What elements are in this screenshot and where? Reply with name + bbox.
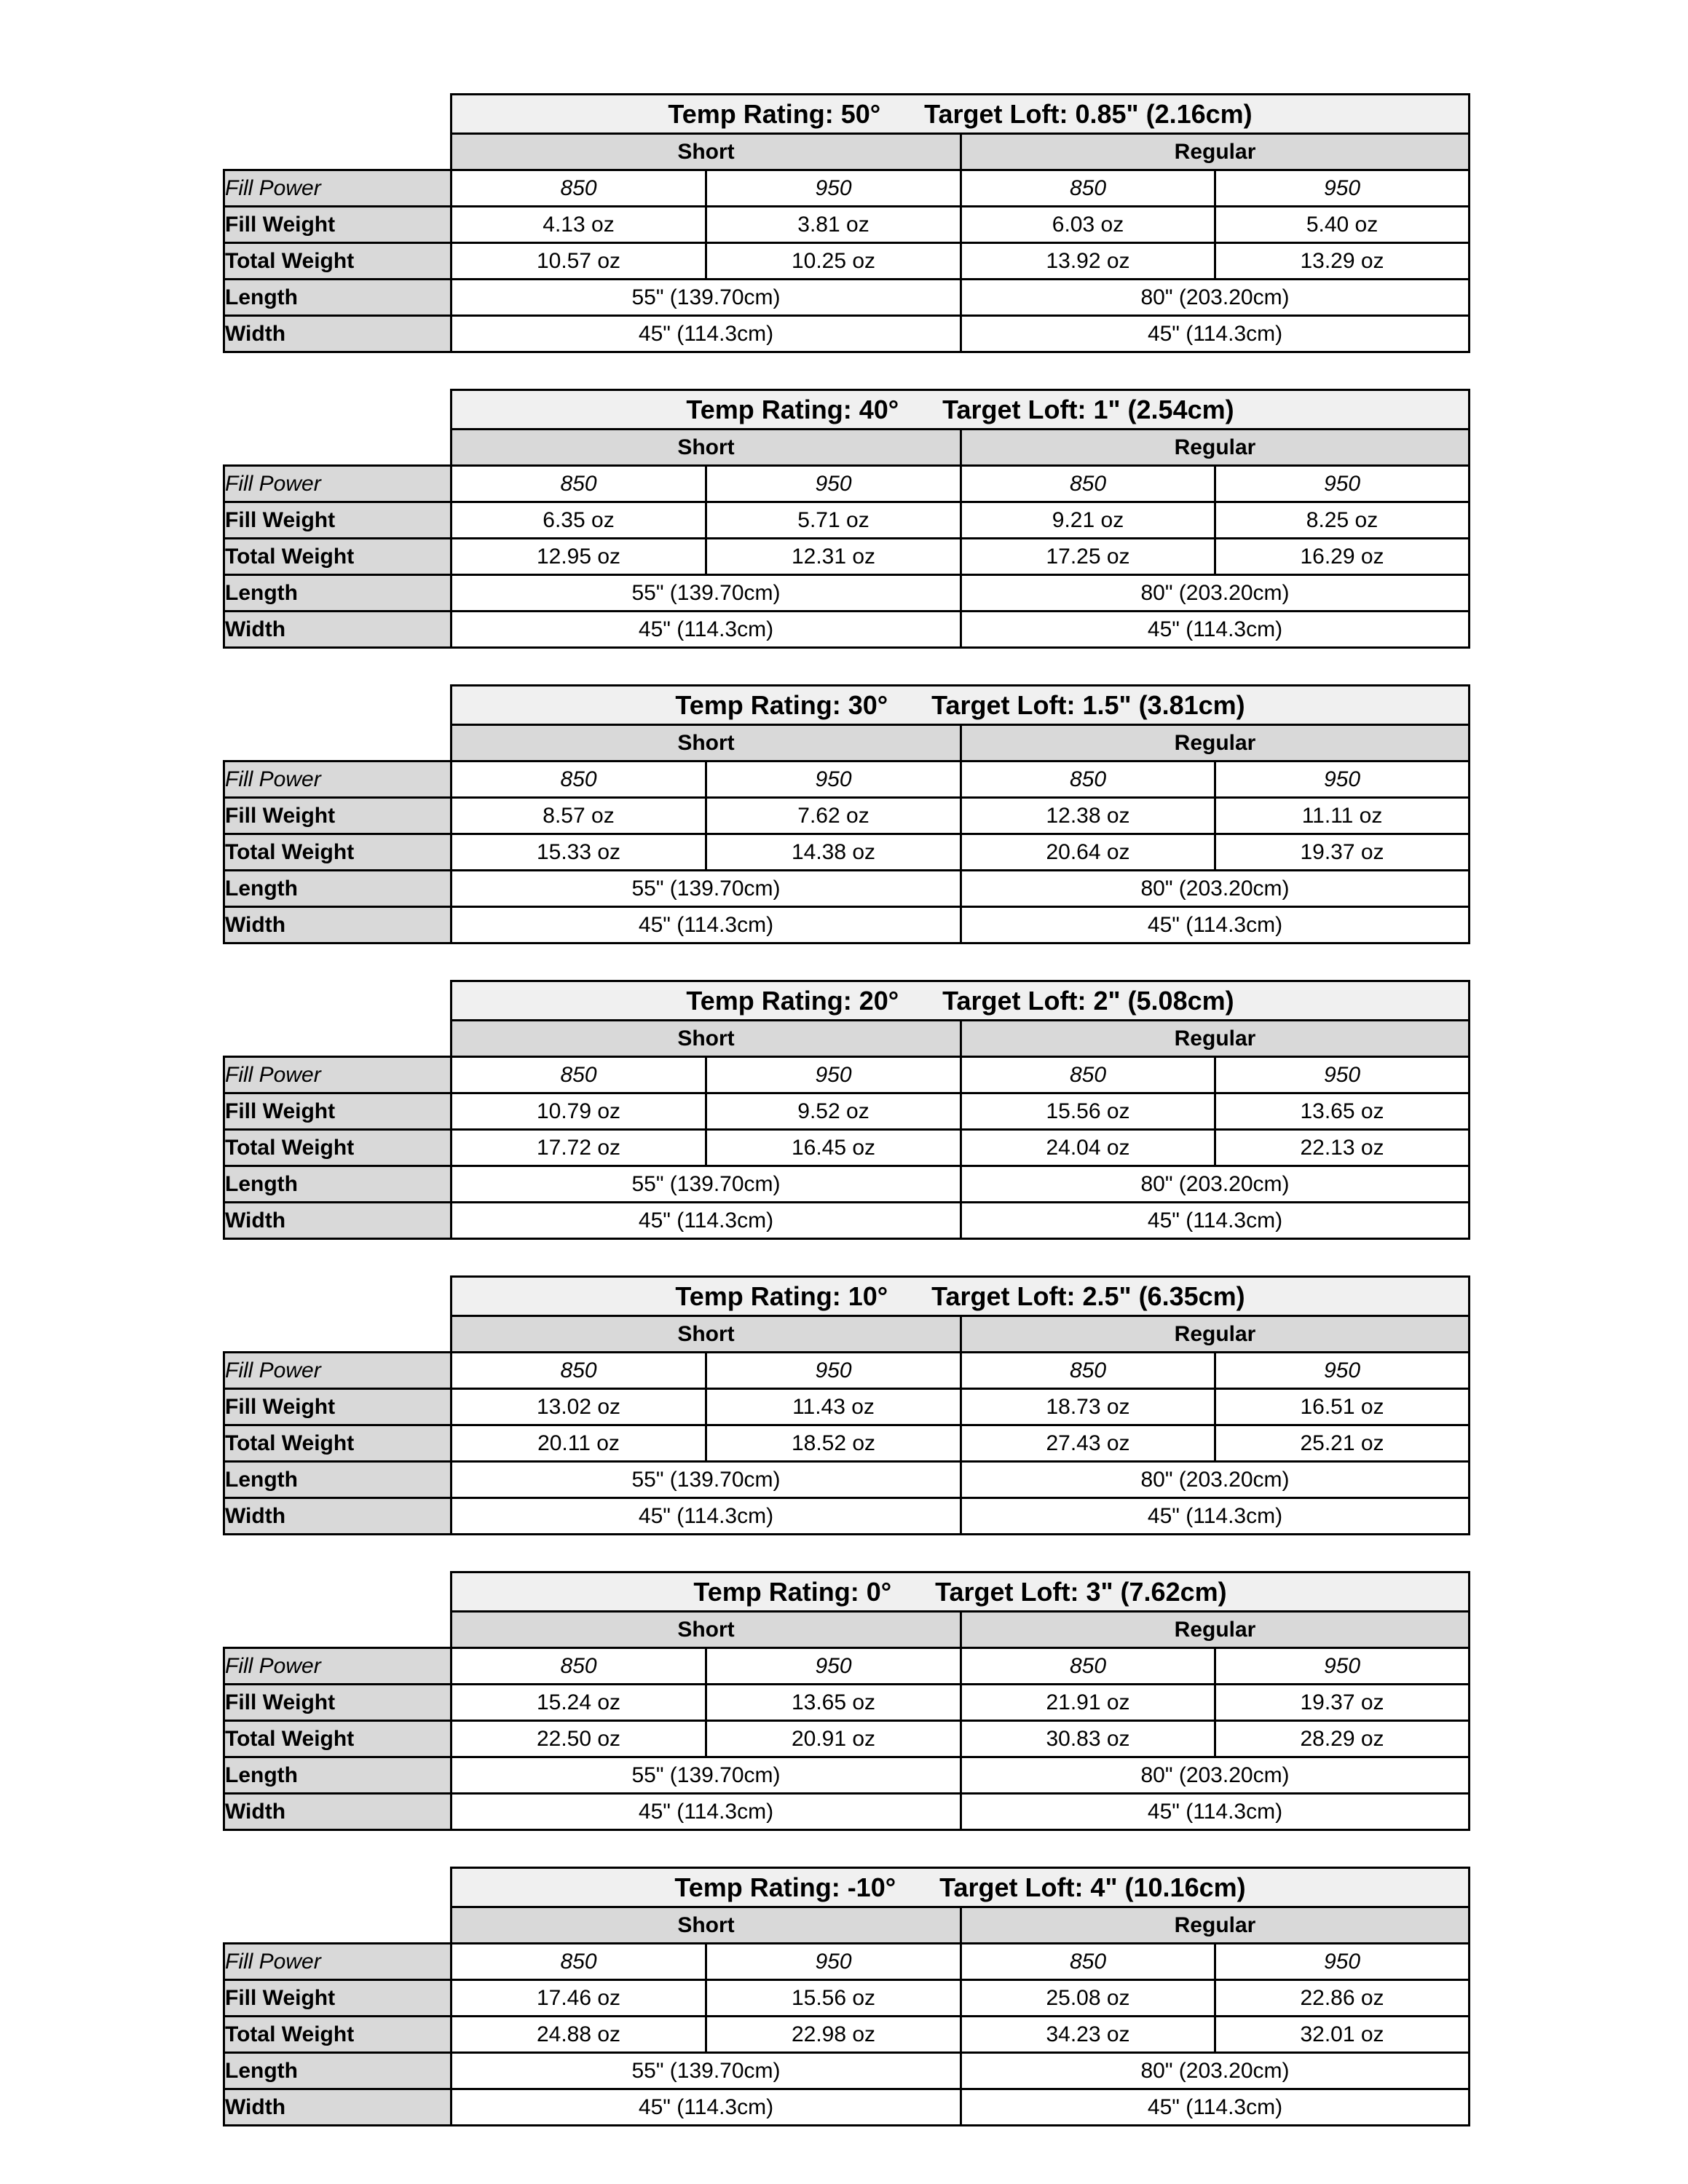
table-cell: 950 [1215, 466, 1470, 502]
table-cell: 850 [961, 761, 1215, 798]
group-header-regular: Regular [961, 1021, 1470, 1057]
table-cell: 850 [451, 1057, 706, 1093]
table-cell: 22.50 oz [451, 1721, 706, 1757]
table-cell: 45" (114.3cm) [961, 907, 1470, 943]
table-cell: 21.91 oz [961, 1685, 1215, 1721]
fill-weight-row [224, 1685, 1470, 1721]
table-title: Temp Rating: 20° Target Loft: 2" (5.08cm) [451, 981, 1470, 1021]
table-cell: 45" (114.3cm) [451, 316, 961, 352]
group-header-short: Short [451, 1021, 961, 1057]
row-label: Total Weight [224, 1130, 451, 1166]
table-cell: 16.51 oz [1215, 1389, 1470, 1425]
blank-corner [224, 686, 451, 725]
table-cell: 14.38 oz [706, 834, 961, 871]
row-label: Width [224, 1203, 451, 1239]
table-cell: 45" (114.3cm) [961, 1498, 1470, 1535]
fill-power-row [224, 1648, 1470, 1685]
spec-table [223, 1275, 1470, 1535]
group-header-regular: Regular [961, 1612, 1470, 1648]
table-cell: 850 [451, 466, 706, 502]
table-cell: 12.38 oz [961, 798, 1215, 834]
table-cell: 15.56 oz [961, 1093, 1215, 1130]
table-cell: 55" (139.70cm) [451, 2053, 961, 2089]
total-weight-row [224, 2017, 1470, 2053]
table-cell: 11.11 oz [1215, 798, 1470, 834]
row-label: Length [224, 1166, 451, 1203]
table-cell: 10.25 oz [706, 243, 961, 280]
table-cell: 25.08 oz [961, 1980, 1215, 2017]
row-label: Length [224, 1757, 451, 1794]
table-cell: 3.81 oz [706, 207, 961, 243]
table-cell: 850 [961, 1944, 1215, 1980]
length-row [224, 1757, 1470, 1794]
group-header-row [224, 1612, 1470, 1648]
row-label: Fill Weight [224, 207, 451, 243]
group-header-short: Short [451, 1612, 961, 1648]
table-cell: 850 [961, 1353, 1215, 1389]
length-row [224, 871, 1470, 907]
blank-corner [224, 1021, 451, 1057]
fill-power-row [224, 761, 1470, 798]
blank-corner [224, 725, 451, 761]
group-header-short: Short [451, 725, 961, 761]
table-cell: 950 [1215, 1944, 1470, 1980]
row-label: Fill Power [224, 1944, 451, 1980]
table-cell: 10.57 oz [451, 243, 706, 280]
table-cell: 950 [706, 1353, 961, 1389]
group-header-row [224, 1907, 1470, 1944]
row-label: Total Weight [224, 1721, 451, 1757]
total-weight-row [224, 834, 1470, 871]
table-cell: 30.83 oz [961, 1721, 1215, 1757]
row-label: Width [224, 2089, 451, 2126]
row-label: Total Weight [224, 243, 451, 280]
blank-corner [224, 430, 451, 466]
table-cell: 45" (114.3cm) [451, 1498, 961, 1535]
length-row [224, 280, 1470, 316]
table-cell: 850 [961, 1648, 1215, 1685]
table-cell: 12.31 oz [706, 539, 961, 575]
fill-weight-row [224, 502, 1470, 539]
row-label: Fill Power [224, 170, 451, 207]
title-row [224, 1277, 1470, 1316]
row-label: Width [224, 316, 451, 352]
title-row [224, 95, 1470, 134]
total-weight-row [224, 243, 1470, 280]
table-cell: 55" (139.70cm) [451, 280, 961, 316]
fill-power-row [224, 1944, 1470, 1980]
row-label: Fill Weight [224, 1685, 451, 1721]
fill-weight-row [224, 1389, 1470, 1425]
width-row [224, 612, 1470, 648]
group-header-row [224, 1316, 1470, 1353]
table-cell: 13.02 oz [451, 1389, 706, 1425]
table-cell: 32.01 oz [1215, 2017, 1470, 2053]
blank-corner [224, 1572, 451, 1612]
table-cell: 80" (203.20cm) [961, 280, 1470, 316]
row-label: Length [224, 280, 451, 316]
title-row [224, 1572, 1470, 1612]
table-cell: 8.25 oz [1215, 502, 1470, 539]
table-cell: 55" (139.70cm) [451, 871, 961, 907]
group-header-regular: Regular [961, 725, 1470, 761]
table-cell: 12.95 oz [451, 539, 706, 575]
total-weight-row [224, 1130, 1470, 1166]
width-row [224, 1498, 1470, 1535]
row-label: Width [224, 907, 451, 943]
table-title: Temp Rating: 50° Target Loft: 0.85" (2.16cm) [451, 95, 1470, 134]
table-cell: 9.52 oz [706, 1093, 961, 1130]
title-row [224, 1868, 1470, 1907]
group-header-row [224, 1021, 1470, 1057]
row-label: Width [224, 1794, 451, 1830]
table-cell: 6.03 oz [961, 207, 1215, 243]
table-cell: 13.65 oz [1215, 1093, 1470, 1130]
row-label: Fill Power [224, 1057, 451, 1093]
table-cell: 10.79 oz [451, 1093, 706, 1130]
blank-corner [224, 95, 451, 134]
row-label: Fill Weight [224, 502, 451, 539]
table-cell: 55" (139.70cm) [451, 575, 961, 612]
table-cell: 20.91 oz [706, 1721, 961, 1757]
table-cell: 17.25 oz [961, 539, 1215, 575]
table-cell: 45" (114.3cm) [961, 2089, 1470, 2126]
table-cell: 45" (114.3cm) [961, 612, 1470, 648]
fill-weight-row [224, 207, 1470, 243]
table-cell: 80" (203.20cm) [961, 1166, 1470, 1203]
table-cell: 6.35 oz [451, 502, 706, 539]
title-row [224, 686, 1470, 725]
blank-corner [224, 1612, 451, 1648]
row-label: Fill Weight [224, 1389, 451, 1425]
table-cell: 9.21 oz [961, 502, 1215, 539]
spec-table [223, 389, 1470, 649]
fill-weight-row [224, 798, 1470, 834]
row-label: Total Weight [224, 1425, 451, 1462]
group-header-short: Short [451, 1316, 961, 1353]
row-label: Length [224, 2053, 451, 2089]
row-label: Fill Power [224, 1648, 451, 1685]
blank-corner [224, 1277, 451, 1316]
table-cell: 19.37 oz [1215, 1685, 1470, 1721]
row-label: Width [224, 1498, 451, 1535]
total-weight-row [224, 1425, 1470, 1462]
blank-corner [224, 1316, 451, 1353]
width-row [224, 1203, 1470, 1239]
group-header-short: Short [451, 430, 961, 466]
table-cell: 7.62 oz [706, 798, 961, 834]
table-cell: 950 [1215, 1057, 1470, 1093]
group-header-row [224, 430, 1470, 466]
table-cell: 45" (114.3cm) [451, 1794, 961, 1830]
blank-corner [224, 1868, 451, 1907]
blank-corner [224, 981, 451, 1021]
table-cell: 950 [706, 1057, 961, 1093]
row-label: Total Weight [224, 2017, 451, 2053]
length-row [224, 575, 1470, 612]
blank-corner [224, 134, 451, 170]
fill-power-row [224, 466, 1470, 502]
table-cell: 8.57 oz [451, 798, 706, 834]
row-label: Total Weight [224, 834, 451, 871]
table-cell: 80" (203.20cm) [961, 2053, 1470, 2089]
table-cell: 55" (139.70cm) [451, 1166, 961, 1203]
table-cell: 24.88 oz [451, 2017, 706, 2053]
spec-table [223, 980, 1470, 1240]
title-row [224, 981, 1470, 1021]
group-header-short: Short [451, 1907, 961, 1944]
table-cell: 13.92 oz [961, 243, 1215, 280]
length-row [224, 1166, 1470, 1203]
table-cell: 20.64 oz [961, 834, 1215, 871]
table-cell: 850 [451, 170, 706, 207]
table-cell: 13.65 oz [706, 1685, 961, 1721]
title-row [224, 390, 1470, 430]
row-label: Fill Weight [224, 1980, 451, 2017]
row-label: Fill Weight [224, 1093, 451, 1130]
fill-weight-row [224, 1980, 1470, 2017]
length-row [224, 2053, 1470, 2089]
table-cell: 22.13 oz [1215, 1130, 1470, 1166]
table-cell: 850 [451, 761, 706, 798]
fill-weight-row [224, 1093, 1470, 1130]
table-title: Temp Rating: -10° Target Loft: 4" (10.16cm) [451, 1868, 1470, 1907]
row-label: Total Weight [224, 539, 451, 575]
row-label: Fill Power [224, 1353, 451, 1389]
group-header-regular: Regular [961, 1907, 1470, 1944]
table-cell: 15.56 oz [706, 1980, 961, 2017]
table-cell: 850 [961, 466, 1215, 502]
table-title: Temp Rating: 0° Target Loft: 3" (7.62cm) [451, 1572, 1470, 1612]
table-cell: 80" (203.20cm) [961, 575, 1470, 612]
table-cell: 45" (114.3cm) [961, 316, 1470, 352]
table-cell: 27.43 oz [961, 1425, 1215, 1462]
table-cell: 5.71 oz [706, 502, 961, 539]
spec-table [223, 1867, 1470, 2126]
table-cell: 15.33 oz [451, 834, 706, 871]
table-cell: 34.23 oz [961, 2017, 1215, 2053]
table-cell: 950 [706, 466, 961, 502]
group-header-short: Short [451, 134, 961, 170]
table-cell: 45" (114.3cm) [961, 1794, 1470, 1830]
fill-power-row [224, 170, 1470, 207]
table-cell: 4.13 oz [451, 207, 706, 243]
table-cell: 55" (139.70cm) [451, 1757, 961, 1794]
table-cell: 950 [1215, 170, 1470, 207]
table-cell: 19.37 oz [1215, 834, 1470, 871]
table-cell: 22.98 oz [706, 2017, 961, 2053]
table-cell: 17.46 oz [451, 1980, 706, 2017]
group-header-regular: Regular [961, 1316, 1470, 1353]
table-cell: 18.52 oz [706, 1425, 961, 1462]
total-weight-row [224, 1721, 1470, 1757]
table-cell: 25.21 oz [1215, 1425, 1470, 1462]
group-header-row [224, 725, 1470, 761]
row-label: Fill Power [224, 761, 451, 798]
table-cell: 80" (203.20cm) [961, 1462, 1470, 1498]
group-header-row [224, 134, 1470, 170]
spec-table [223, 1571, 1470, 1831]
table-cell: 24.04 oz [961, 1130, 1215, 1166]
table-title: Temp Rating: 40° Target Loft: 1" (2.54cm) [451, 390, 1470, 430]
row-label: Length [224, 575, 451, 612]
table-cell: 18.73 oz [961, 1389, 1215, 1425]
table-cell: 45" (114.3cm) [451, 907, 961, 943]
fill-power-row [224, 1353, 1470, 1389]
blank-corner [224, 390, 451, 430]
spec-table [223, 93, 1470, 353]
width-row [224, 907, 1470, 943]
table-cell: 850 [961, 170, 1215, 207]
table-cell: 13.29 oz [1215, 243, 1470, 280]
table-cell: 850 [451, 1944, 706, 1980]
total-weight-row [224, 539, 1470, 575]
table-cell: 45" (114.3cm) [961, 1203, 1470, 1239]
table-cell: 850 [961, 1057, 1215, 1093]
table-cell: 850 [451, 1648, 706, 1685]
row-label: Length [224, 1462, 451, 1498]
table-cell: 28.29 oz [1215, 1721, 1470, 1757]
table-cell: 950 [706, 170, 961, 207]
table-cell: 80" (203.20cm) [961, 1757, 1470, 1794]
table-cell: 16.45 oz [706, 1130, 961, 1166]
row-label: Fill Power [224, 466, 451, 502]
table-cell: 950 [706, 1648, 961, 1685]
table-cell: 17.72 oz [451, 1130, 706, 1166]
table-cell: 45" (114.3cm) [451, 612, 961, 648]
length-row [224, 1462, 1470, 1498]
table-cell: 950 [1215, 1648, 1470, 1685]
fill-power-row [224, 1057, 1470, 1093]
table-cell: 15.24 oz [451, 1685, 706, 1721]
table-cell: 950 [1215, 1353, 1470, 1389]
row-label: Length [224, 871, 451, 907]
table-cell: 80" (203.20cm) [961, 871, 1470, 907]
table-cell: 850 [451, 1353, 706, 1389]
row-label: Fill Weight [224, 798, 451, 834]
table-cell: 16.29 oz [1215, 539, 1470, 575]
group-header-regular: Regular [961, 430, 1470, 466]
table-cell: 950 [706, 761, 961, 798]
row-label: Width [224, 612, 451, 648]
table-cell: 11.43 oz [706, 1389, 961, 1425]
table-title: Temp Rating: 30° Target Loft: 1.5" (3.81cm) [451, 686, 1470, 725]
table-title: Temp Rating: 10° Target Loft: 2.5" (6.35cm) [451, 1277, 1470, 1316]
table-cell: 5.40 oz [1215, 207, 1470, 243]
blank-corner [224, 1907, 451, 1944]
table-cell: 45" (114.3cm) [451, 1203, 961, 1239]
width-row [224, 1794, 1470, 1830]
table-cell: 20.11 oz [451, 1425, 706, 1462]
table-cell: 950 [1215, 761, 1470, 798]
table-cell: 950 [706, 1944, 961, 1980]
table-cell: 22.86 oz [1215, 1980, 1470, 2017]
group-header-regular: Regular [961, 134, 1470, 170]
table-cell: 45" (114.3cm) [451, 2089, 961, 2126]
table-cell: 55" (139.70cm) [451, 1462, 961, 1498]
spec-table [223, 684, 1470, 944]
width-row [224, 2089, 1470, 2126]
width-row [224, 316, 1470, 352]
